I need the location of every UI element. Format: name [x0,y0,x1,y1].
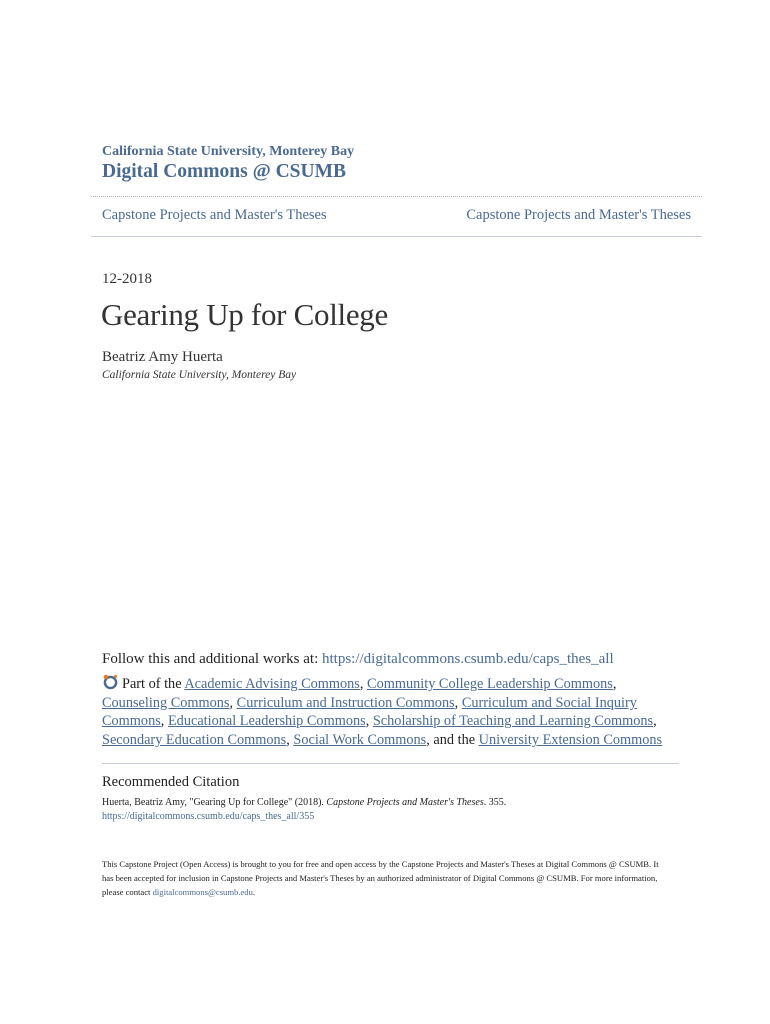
contact-email-link[interactable]: digitalcommons@csumb.edu [152,887,253,898]
commons-separator: , [359,676,368,692]
notice-text: This Capstone Project (Open Access) is brought to you for free and open access by the Capstone Projects and Master's Theses at Digital Commons @ CSUMB. It has been accepted for inclusion in Capstone Projects and Master's Theses by an authorized administrator of Digital Commons @ CSUMB. For more information, please contact [102,859,659,898]
commons-link[interactable]: Educational Leadership Commons [167,713,366,730]
citation-heading: Recommended Citation [102,774,240,790]
collection-link-left[interactable]: Capstone Projects and Master's Theses [102,207,327,223]
follow-line [102,651,614,668]
follow-label: Follow this and additional works at: [102,651,322,667]
commons-separator: , [365,713,373,730]
commons-link[interactable]: Secondary Education Commons [102,732,287,749]
commons-list [102,676,662,748]
commons-link[interactable]: Scholarship of Teaching and Learning Commons [372,713,654,730]
commons-link[interactable]: Curriculum and Social Inquiry Commons [102,694,637,730]
author-affiliation: California State University, Monterey Bay [102,369,297,381]
repository-name[interactable]: Digital Commons @ CSUMB [102,161,347,182]
commons-link[interactable]: Counseling Commons [102,694,230,711]
collection-link-right[interactable]: Capstone Projects and Master's Theses [466,207,691,223]
author-name: Beatriz Amy Huerta [102,349,223,365]
commons-link[interactable]: Curriculum and Instruction Commons [236,694,455,711]
publication-date: 12-2018 [102,271,152,287]
commons-link[interactable]: Social Work Commons [293,732,427,749]
citation-text: Huerta, Beatriz Amy, "Gearing Up for College" (2018). [102,797,327,808]
citation-divider [102,763,679,764]
access-notice [102,857,672,900]
document-title: Gearing Up for College [101,297,388,332]
commons-link[interactable]: University Extension Commons [478,732,663,749]
network-icon [102,673,119,690]
commons-link[interactable]: Academic Advising Commons [184,676,360,692]
citation-block [102,796,506,824]
commons-separator: , [229,694,237,711]
commons-separator: , and the [426,732,479,749]
part-of-commons [102,673,682,750]
collection-divider [91,236,702,237]
commons-separator: , [653,713,657,730]
citation-url-link[interactable]: https://digitalcommons.csumb.edu/caps_thes_all/355 [102,811,315,822]
commons-separator: , [612,676,617,692]
citation-series: Capstone Projects and Master's Theses [326,797,484,808]
commons-link[interactable]: Community College Leadership Commons [367,676,613,692]
institution-name: California State University, Monterey Bay [102,144,355,159]
notice-end: . [252,887,256,898]
part-of-prefix: Part of the [122,676,185,692]
commons-separator: , [286,732,294,749]
header-divider [91,196,702,197]
commons-separator: , [454,694,462,711]
citation-number: . 355. [483,797,507,808]
follow-url-link[interactable]: https://digitalcommons.csumb.edu/caps_thes_all [321,651,614,667]
commons-separator: , [160,713,168,730]
